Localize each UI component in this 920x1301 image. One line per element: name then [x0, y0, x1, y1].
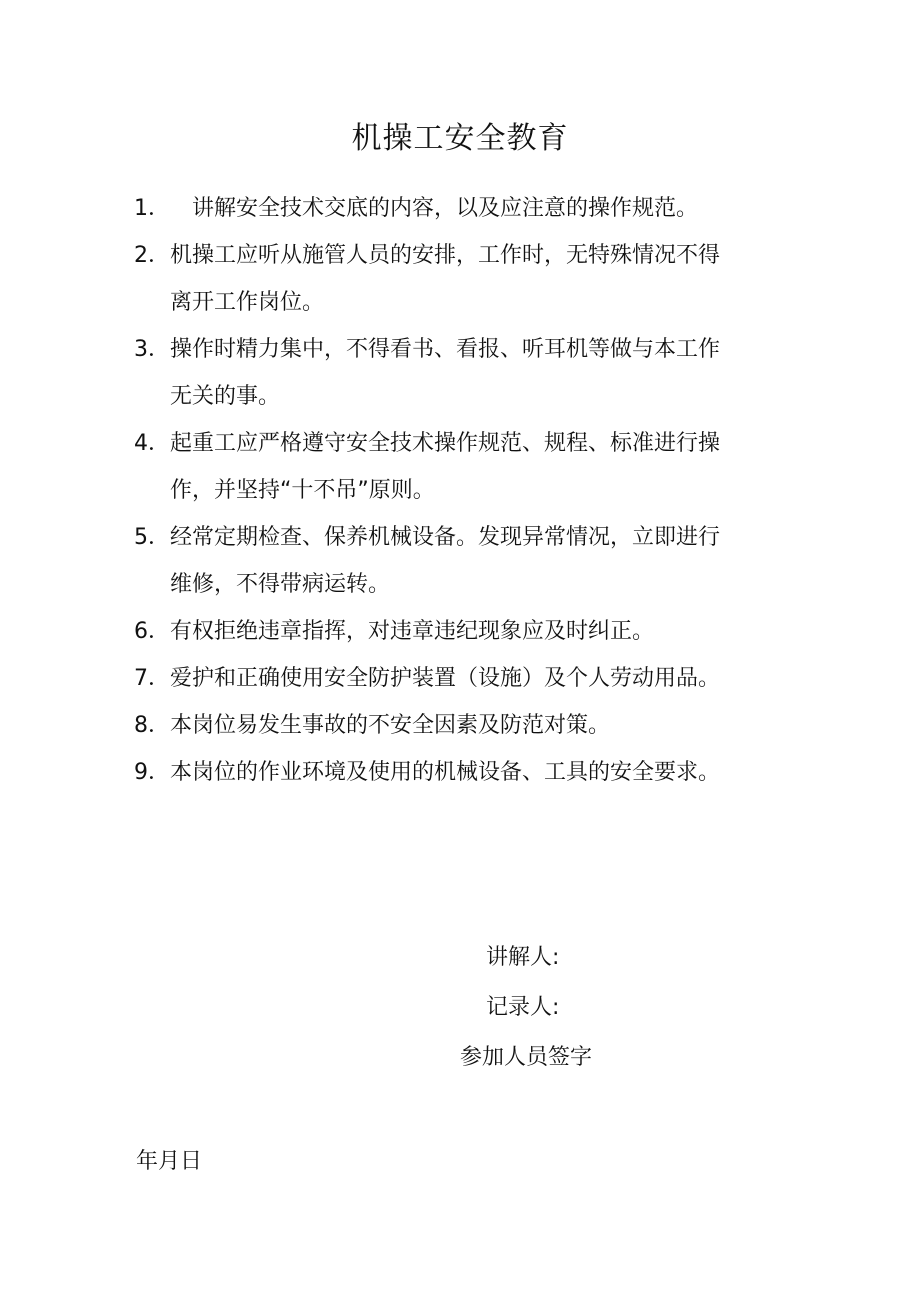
list-item [134, 326, 804, 420]
item-number: 2． [134, 243, 170, 268]
item-text: 经常定期检查、保养机械设备。发现异常情况，立即进行 维修，不得带病运转。 [170, 525, 721, 597]
item-number: 6． [134, 619, 170, 644]
list-item [134, 702, 804, 749]
list-item [134, 185, 804, 232]
list-item [134, 749, 804, 796]
item-text: 本岗位的作业环境及使用的机械设备、工具的安全要求。 [170, 760, 721, 785]
item-number: 9． [134, 760, 170, 785]
item-text: 起重工应严格遵守安全技术操作规范、规程、标准进行操 作，并坚持“十不吊”原则。 [170, 431, 721, 503]
lecturer-label: 讲解人: [486, 945, 560, 970]
item-text: 有权拒绝违章指挥，对违章违纪现象应及时纠正。 [170, 619, 655, 644]
item-number: 5． [134, 525, 170, 550]
document-title: 机操工安全教育 [351, 121, 569, 156]
recorder-label: 记录人: [486, 995, 560, 1020]
item-text: 操作时精力集中，不得看书、看报、听耳机等做与本工作 无关的事。 [170, 337, 721, 409]
item-number: 4． [134, 431, 170, 456]
item-text: 讲解安全技术交底的内容，以及应注意的操作规范。 [192, 196, 699, 221]
list-item [134, 655, 804, 702]
item-text: 本岗位易发生事故的不安全因素及防范对策。 [170, 713, 611, 738]
safety-rule-list [134, 185, 804, 796]
item-text: 机操工应听从施管人员的安排，工作时，无特殊情况不得 离开工作岗位。 [170, 243, 721, 315]
item-number: 8． [134, 713, 170, 738]
list-item [134, 420, 804, 514]
list-item [134, 232, 804, 326]
date-label: 年月日 [136, 1149, 203, 1174]
item-number: 1． [134, 196, 170, 221]
item-number: 7． [134, 666, 170, 691]
item-text: 爱护和正确使用安全防护装置（设施）及个人劳动用品。 [170, 666, 721, 691]
item-number: 3． [134, 337, 170, 362]
participants-signature-label: 参加人员签字 [460, 1045, 593, 1070]
list-item [134, 608, 804, 655]
list-item [134, 514, 804, 608]
